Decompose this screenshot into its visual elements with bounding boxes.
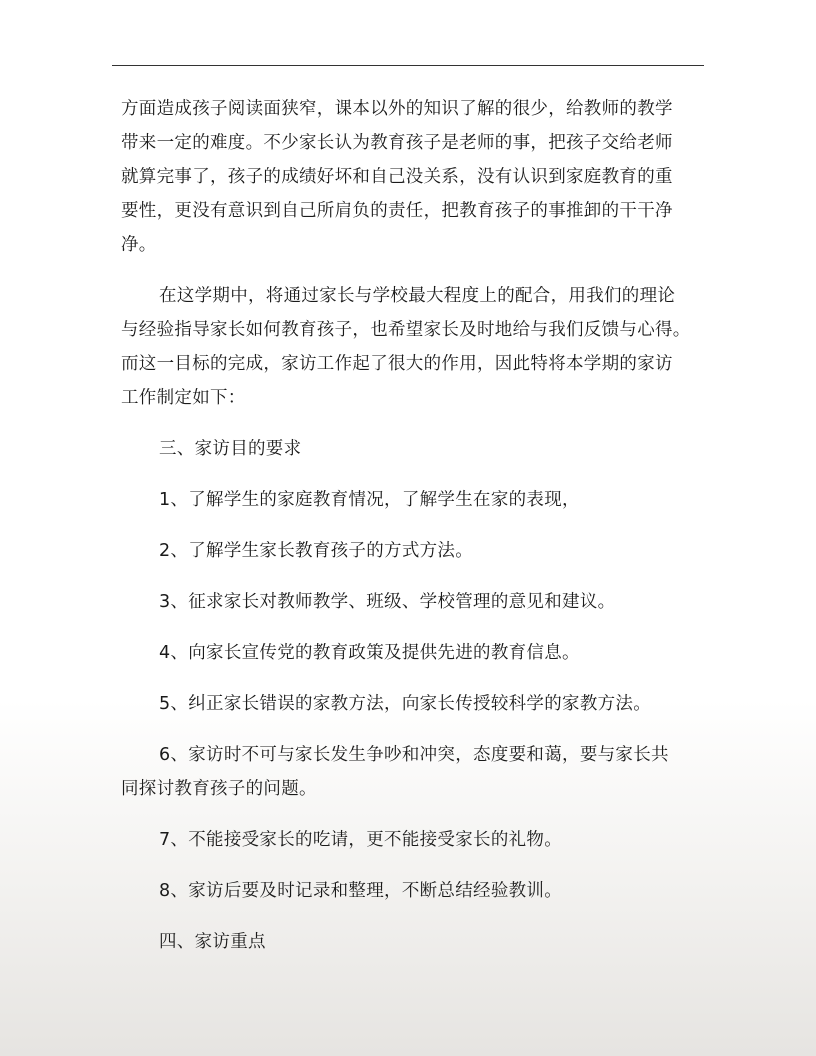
text-line: 同探讨教育孩子的问题。 <box>121 779 317 799</box>
text-line: 带来一定的难度。不少家长认为教育孩子是老师的事，把孩子交给老师 <box>121 133 673 153</box>
text-line: 5、纠正家长错误的家教方法，向家长传授较科学的家教方法。 <box>159 694 652 714</box>
paragraph <box>121 925 699 959</box>
document-body <box>121 92 699 976</box>
paragraph <box>121 687 699 721</box>
text-line: 6、家访时不可与家长发生争吵和冲突，态度要和蔼，要与家长共 <box>159 745 669 765</box>
paragraph <box>121 874 699 908</box>
text-line: 7、不能接受家长的吃请，更不能接受家长的礼物。 <box>159 830 563 850</box>
text-line: 净。 <box>121 235 157 255</box>
text-line: 4、向家长宣传党的教育政策及提供先进的教育信息。 <box>159 643 580 663</box>
text-line: 就算完事了，孩子的成绩好坏和自己没关系，没有认识到家庭教育的重 <box>121 167 673 187</box>
text-line: 8、家访后要及时记录和整理，不断总结经验教训。 <box>159 881 563 901</box>
text-line: 四、家访重点 <box>159 932 266 952</box>
text-line: 工作制定如下： <box>121 388 246 408</box>
paragraph <box>121 738 699 806</box>
text-line: 三、家访目的要求 <box>159 439 302 459</box>
text-line: 要性，更没有意识到自己所肩负的责任，把教育孩子的事推卸的干干净 <box>121 201 673 221</box>
paragraph <box>121 823 699 857</box>
paragraph <box>121 279 699 415</box>
paragraph <box>121 534 699 568</box>
text-line: 3、征求家长对教师教学、班级、学校管理的意见和建议。 <box>159 592 616 612</box>
text-line: 方面造成孩子阅读面狭窄，课本以外的知识了解的很少，给教师的教学 <box>121 99 673 119</box>
paragraph <box>121 92 699 262</box>
paragraph <box>121 636 699 670</box>
paragraph <box>121 585 699 619</box>
paragraph <box>121 483 699 517</box>
text-line: 在这学期中，将通过家长与学校最大程度上的配合，用我们的理论 <box>159 286 676 306</box>
text-line: 而这一目标的完成，家访工作起了很大的作用，因此特将本学期的家访 <box>121 354 673 374</box>
text-line: 2、了解学生家长教育孩子的方式方法。 <box>159 541 474 561</box>
text-line: 1、了解学生的家庭教育情况，了解学生在家的表现， <box>159 490 580 510</box>
paragraph <box>121 432 699 466</box>
text-line: 与经验指导家长如何教育孩子，也希望家长及时地给与我们反馈与心得。 <box>121 320 691 340</box>
header-rule <box>112 65 704 66</box>
